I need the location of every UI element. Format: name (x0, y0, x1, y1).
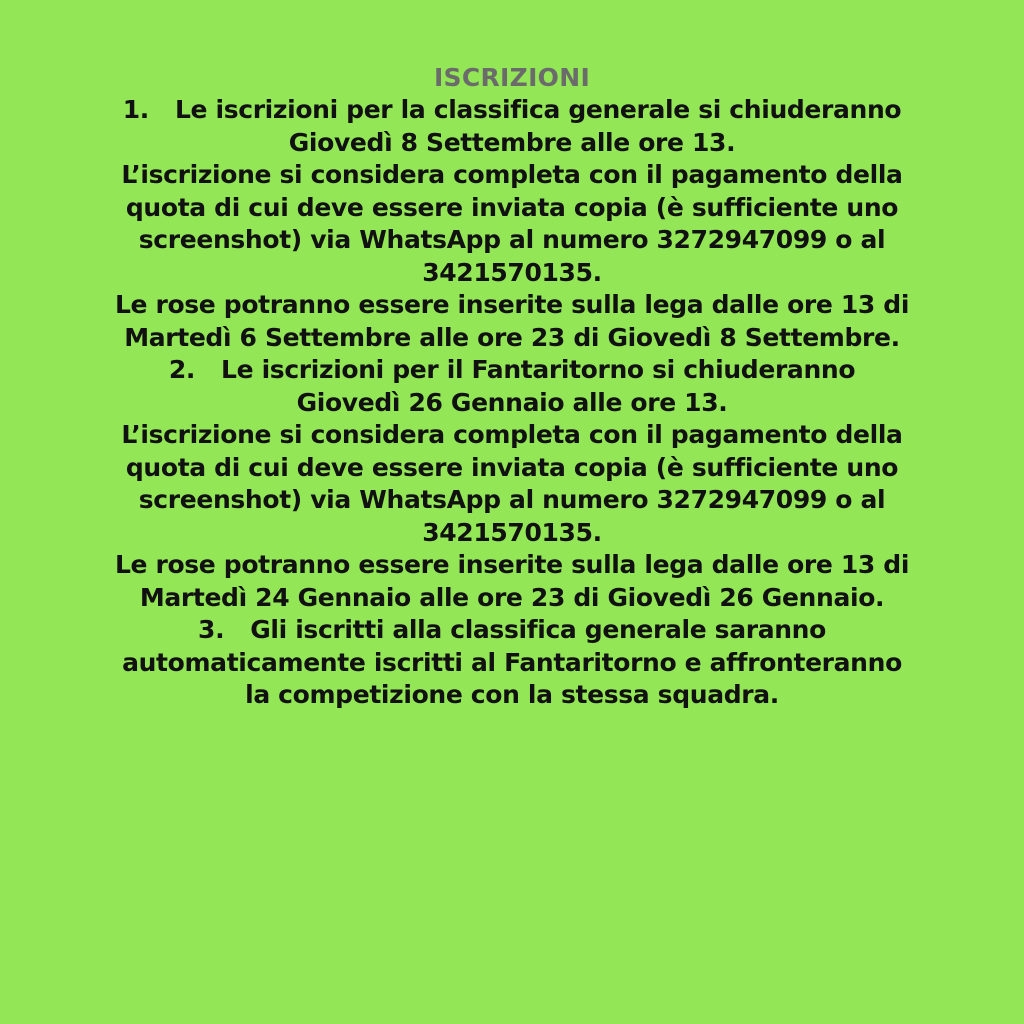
item-line: Le rose potranno essere inserite sulla lega dalle ore 13 di (114, 290, 910, 319)
item-line: Giovedì 8 Settembre alle ore 13. (288, 127, 736, 157)
item-line (0, 614, 1024, 647)
document (0, 62, 1024, 712)
item-line: 3421570135. (422, 257, 602, 287)
item-line: quota di cui deve essere inviata copia (è sufficiente uno (125, 452, 899, 482)
item-line: screenshot) via WhatsApp al numero 3272947099 o al (138, 225, 886, 254)
item-line: quota di cui deve essere inviata copia (è sufficiente uno (125, 192, 899, 222)
item-line: L’iscrizione si considera completa con il pagamento della (121, 420, 903, 449)
item-line: Giovedì 26 Gennaio alle ore 13. (296, 387, 728, 417)
item-line (0, 94, 1024, 127)
item-text: Le iscrizioni per il Fantaritorno si chiuderanno (221, 355, 856, 384)
item-line: automaticamente iscritti al Fantaritorno e affronteranno (122, 647, 902, 677)
item-line: Martedì 24 Gennaio alle ore 23 di Giovedì 26 Gennaio. (139, 582, 885, 612)
item-number: 1. (122, 95, 149, 124)
item-text: Gli iscritti alla classifica generale saranno (250, 615, 826, 644)
page-title: ISCRIZIONI (433, 63, 591, 92)
item-line: la competizione con la stessa squadra. (245, 680, 779, 709)
list-item-2 (0, 354, 1024, 614)
item-line: 3421570135. (422, 517, 602, 547)
item-text: Le iscrizioni per la classifica generale si chiuderanno (174, 95, 902, 124)
item-number: 2. (168, 355, 196, 384)
item-line: Martedì 6 Settembre alle ore 23 di Giovedì 8 Settembre. (124, 322, 900, 352)
item-number: 3. (198, 615, 225, 644)
item-line: screenshot) via WhatsApp al numero 3272947099 o al (138, 485, 886, 514)
list-item-1 (0, 94, 1024, 354)
item-line: L’iscrizione si considera completa con il pagamento della (121, 160, 903, 189)
item-line: Le rose potranno essere inserite sulla lega dalle ore 13 di (114, 550, 910, 579)
item-line (0, 354, 1024, 387)
list-item-3 (0, 614, 1024, 712)
